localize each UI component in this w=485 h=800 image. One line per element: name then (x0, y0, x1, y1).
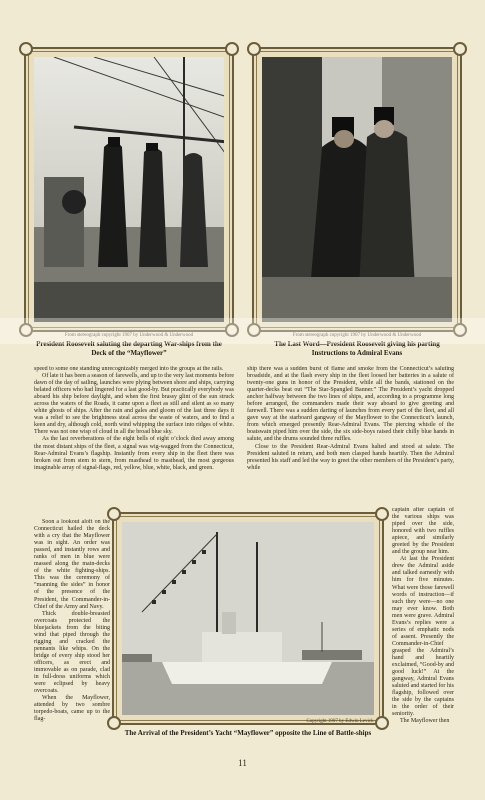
photo-frame-mayflower-arrival (112, 512, 384, 725)
frame-ornament (225, 42, 239, 56)
photo-caption: President Roosevelt saluting the departing War-ships from the Deck of the “Mayflower” (36, 340, 222, 357)
frame-ornament (107, 507, 121, 521)
photo-credit: From stereograph copyright 1907 by Underwood & Underwood (292, 333, 422, 338)
paragraph: The Mayflower then (400, 718, 450, 725)
paragraph: When the Mayflower, attended by two sombre torpedo-boats, came up to the flag- (34, 695, 110, 723)
photo-caption: The Last Word—President Roosevelt giving his parting Instructions to Admiral Evans (274, 340, 440, 357)
photo-frame-roosevelt-saluting (24, 47, 234, 332)
photo-last-word (262, 57, 452, 322)
article-column-right-narrow (392, 507, 454, 744)
frame-ornament (375, 507, 389, 521)
frame-ornament (453, 42, 467, 56)
photo-credit: Copyright 1907 by Edwin Levick (306, 719, 374, 724)
paragraph: As the last reverberations of the eight bells of eight o’clock died away among the most distant ships of the fleet, a signal was wig-wagged from the Connecticut, Rear-Admiral Evans’s flagship. Instantly from every ship in the fleet there was broken out from stem to stern, from masthead to masthead, the most gorgeous imaginable array of signal-flags, red, yellow, blue, white, black, and green. (34, 436, 234, 471)
frame-ornament (19, 42, 33, 56)
paragraph: ship there was a sudden burst of flame and smoke from the Connecticut’s saluting broadside, and at the flash every ship in the fleet loosed her batteries in a salute of twenty-one guns in honor of the President, while all the bands, stationed on the quarter-decks beat out “The Star-Spangled Banner.” The President’s yacht dropped anchor halfway between the two lines of ships, and, according to a programme long before arranged, the commanders made their way aboard to give greeting and farewell. There was a sudden darting of launches from every part of the fleet, and all gave way at the starboard gangway of the Mayflower to the Connecticut’s launch, from which emerged presently Rear-Admiral Evans. The piercing whistle of the boatswain piped him over the side, the six side-boys raised their chilly blue hands in salute, and the drums sounded three ruffles. (247, 366, 454, 443)
paragraph: Close to the President Rear-Admiral Evans halted and stood at salute. The President saluted in return, and both men clasped hands heartily. Then the Admiral presented his staff and led the way to greet the other members of the President’s party, while (247, 443, 454, 471)
photo-roosevelt-saluting-image (34, 57, 224, 322)
paragraph: Of late it has been a season of farewells, and up to the very last moments before dawn of the day of sailing, launches were plying between shore and ships, carrying belated officers who had lingered for a last good-by. But practically everybody was aboard his ship before daylight, and when the first brassy glint of the sun struck across the waters of the Roads, it came upon a fleet as still and silent as so many white ghosts of ships. After the rain and gales and gloom of the last three days it was a relief to see the brightness steal across the waste of waters, and to find a keen and dry, although cold, north wind whipping the surface into ridges of white. There was not one wisp of cloud in all the broad blue sky. (34, 373, 234, 436)
frame-ornament (247, 42, 261, 56)
photo-mayflower-arrival-image (122, 522, 374, 715)
paragraph: captain after captain of the various ships was piped over the side, honored with two ruffles apiece, and similarly greeted by the President and the group near him. (392, 507, 454, 556)
photo-roosevelt-saluting (34, 57, 224, 322)
frame-ornament (107, 716, 121, 730)
article-column-right (247, 366, 454, 506)
paragraph: speed to some one standing unrecognizably merged into the groups at the rails. (34, 366, 224, 372)
photo-frame-last-word (252, 47, 462, 332)
article-column-left-narrow (34, 519, 110, 744)
paragraph: Soon a lookout aloft on the Connecticut hailed the deck with a cry that the Mayflower was in sight. An order was passed, and instantly rows and ranks of men in blue were massed along the main-decks of the white fighting-ships. This was the ceremony of “manning the sides” in honor of the presence of the President, the Commander-in-Chief of the Army and Navy. (34, 519, 110, 610)
photo-last-word-image (262, 57, 452, 322)
photo-credit: From stereograph copyright 1907 by Underwood & Underwood (64, 333, 194, 338)
photo-caption: The Arrival of the President’s Yacht “Mayflower” opposite the Line of Battle-ships (124, 729, 372, 737)
paragraph: Thick double-breasted overcoats protected the bluejackets from the biting wind that piped through the rigging and cracked the pennants like whips. On the bridge of every ship stood her officers, as erect and immovable as on parade, clad in full-dress uniforms which were eclipsed by heavy overcoats. (34, 610, 110, 695)
article-column-left (34, 366, 234, 518)
page-number: 11 (238, 758, 247, 768)
paragraph: At last the President drew the Admiral aside and talked earnestly with him for five minutes. What were those farewell words of instruction—if such they were—no one may ever know. Both men were grave. Admiral Evans’s replies were a series of emphatic nods of assent. Presently the Commander-in-Chief grasped the Admiral’s hand and heartily exclaimed, “Good-by and good luck!” At the gangway, Admiral Evans saluted and started for his flagship, followed over the side by the captains in the order of their seniority. (392, 556, 454, 718)
photo-mayflower-arrival (122, 522, 374, 715)
